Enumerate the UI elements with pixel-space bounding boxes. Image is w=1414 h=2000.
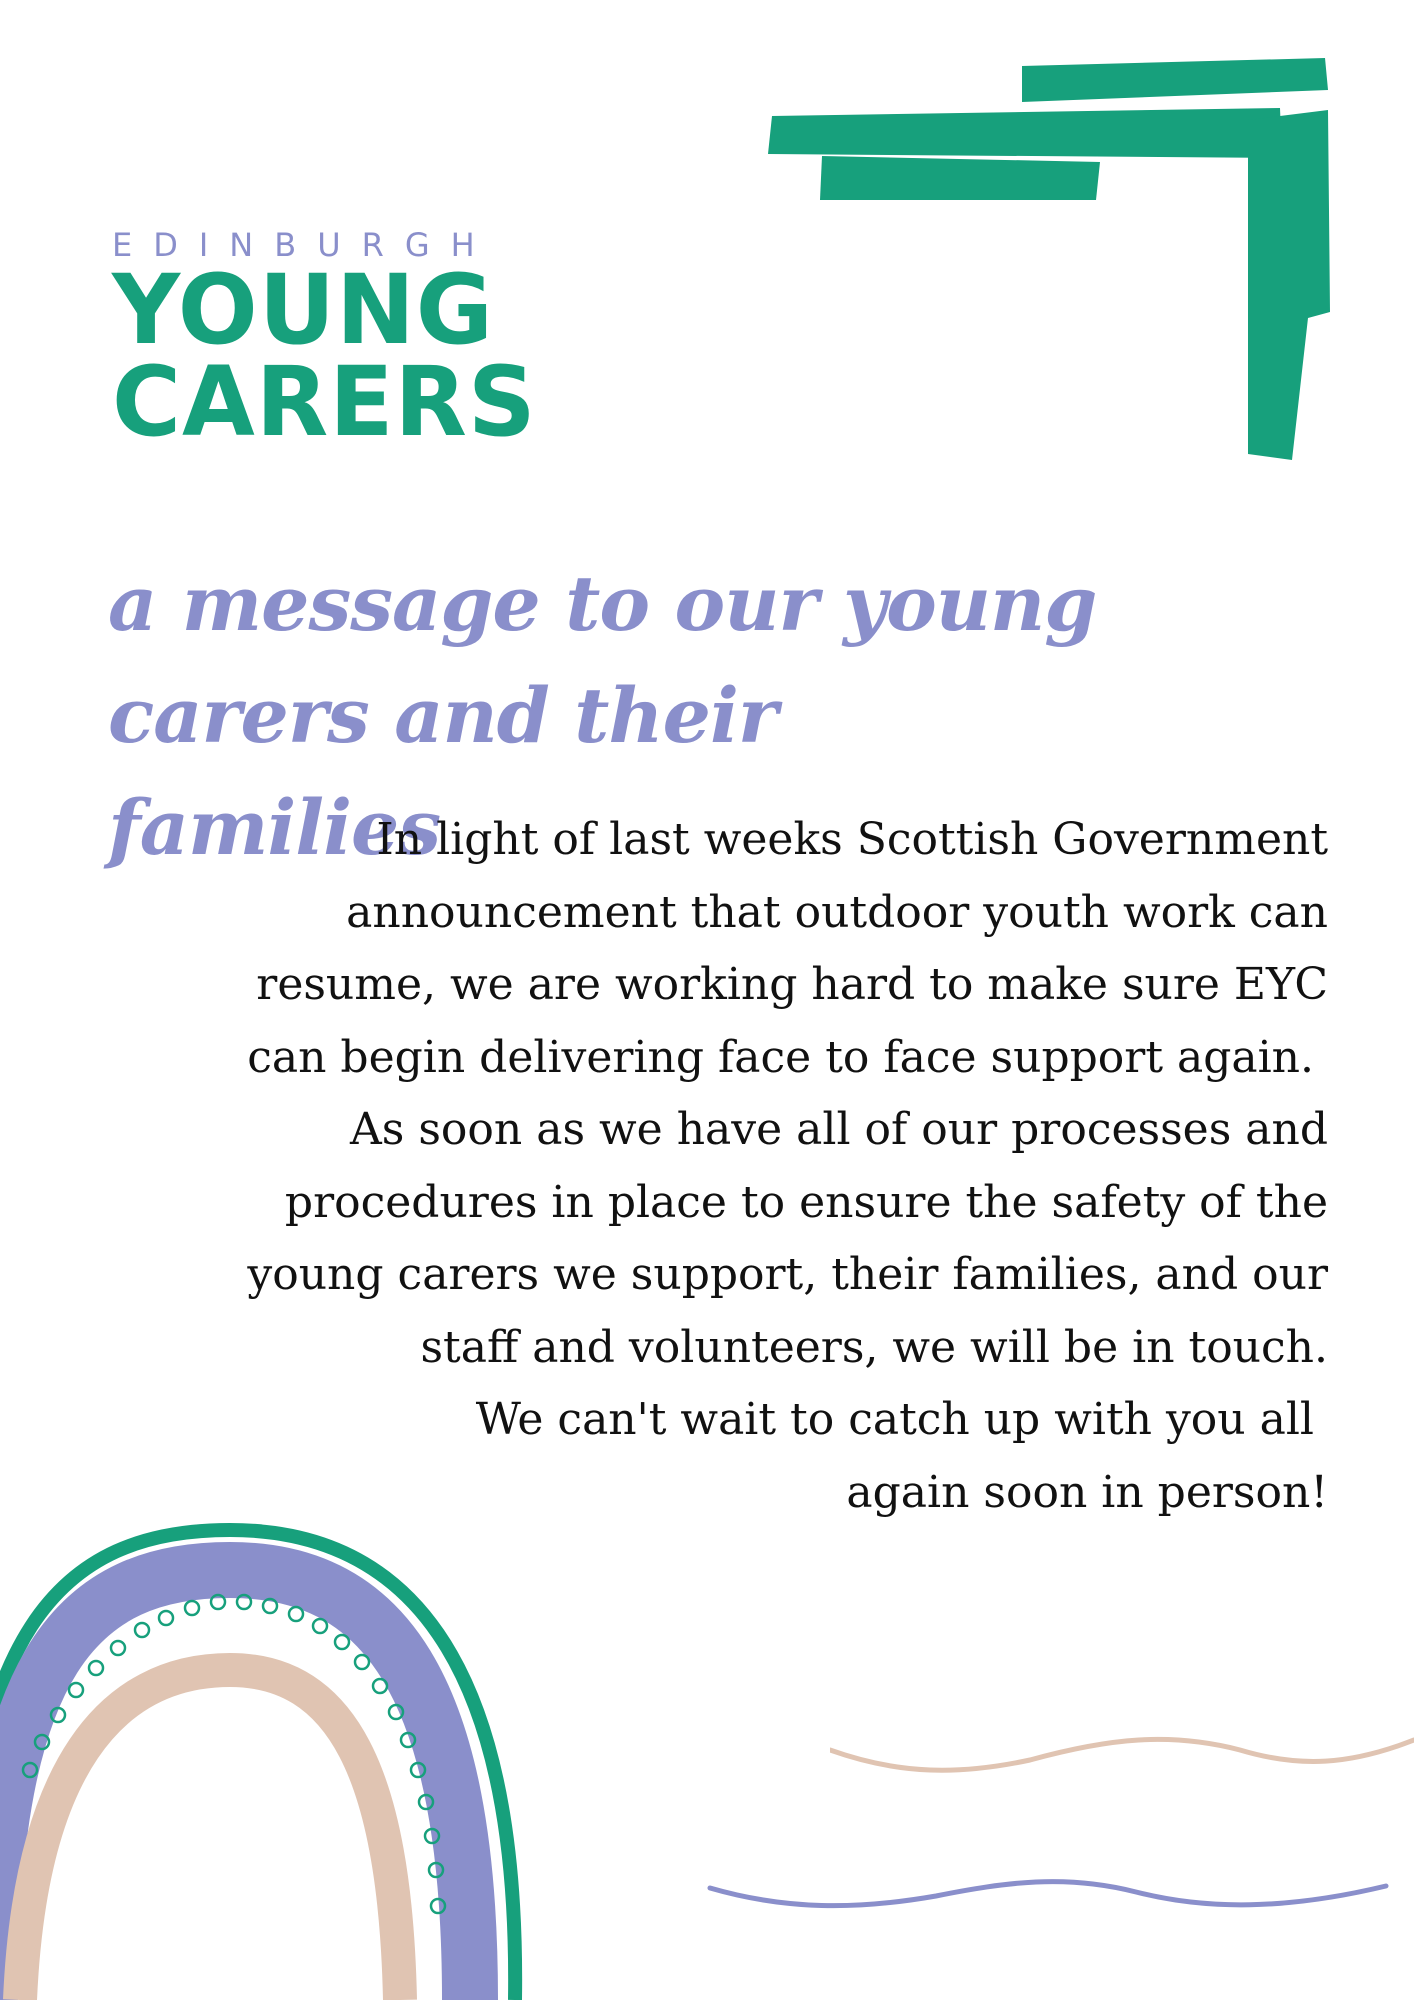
edinburgh-young-carers-logo — [112, 226, 537, 458]
message-line: In light of last weeks Scottish Government — [376, 814, 1328, 865]
message-line: young carers we support, their families, and our — [247, 1249, 1328, 1300]
message-line: staff and volunteers, we will be in touch. — [420, 1321, 1328, 1373]
green-brush-corner-decoration — [760, 50, 1340, 480]
rainbow-arch-decoration — [0, 1510, 540, 2000]
message-body — [168, 804, 1328, 1529]
purple-wave-decoration — [706, 1860, 1396, 1930]
message-line: can begin delivering face to face support again. — [247, 1031, 1328, 1083]
logo-edinburgh: EDINBURGH — [112, 226, 496, 264]
beige-wave-decoration — [830, 1720, 1414, 1790]
headline-line-2: carers and their families — [108, 671, 777, 872]
message-line: announcement that outdoor youth work can — [346, 886, 1328, 938]
message-line: We can't wait to catch up with you all — [475, 1394, 1328, 1445]
logo-young: YOUNG — [112, 254, 495, 366]
message-line: resume, we are working hard to make sure EYC — [256, 959, 1328, 1010]
headline-line-1: a message to our young — [108, 559, 1097, 648]
message-line: As soon as we have all of our processes and — [349, 1104, 1328, 1155]
logo-carers: CARERS — [112, 346, 537, 458]
message-line: procedures in place to ensure the safety of the — [284, 1176, 1328, 1228]
message-line: again soon in person! — [846, 1466, 1328, 1518]
